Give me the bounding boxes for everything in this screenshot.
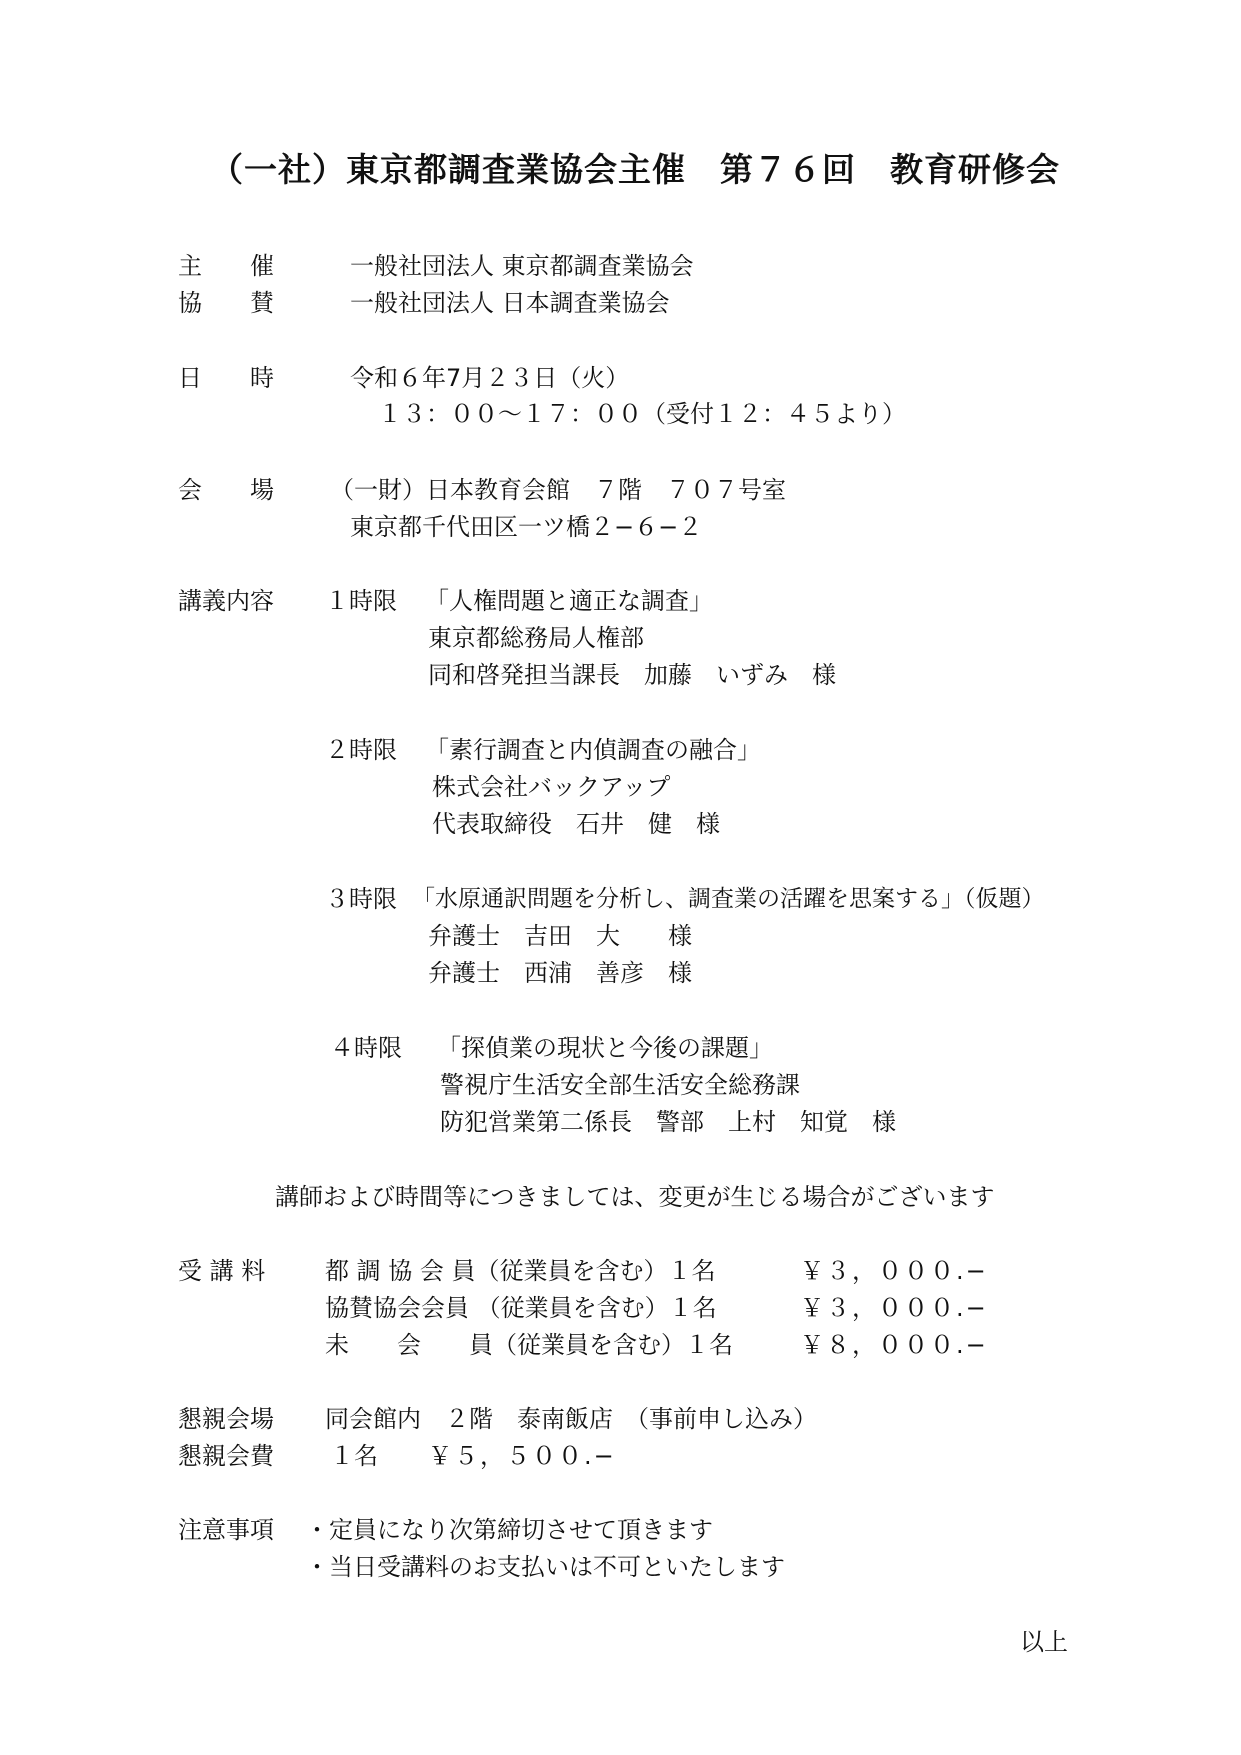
lecture-period: ２時限: [325, 736, 397, 764]
lecture-topic: 「水原通訳問題を分析し、調査業の活躍を思案する」（仮題）: [412, 886, 1045, 912]
venue-label: 会 場: [178, 476, 274, 504]
change-notice: 講師および時間等につきましては、変更が生じる場合がございます: [275, 1183, 995, 1211]
sponsor-value: 一般社団法人 日本調査業協会: [350, 289, 670, 317]
organizer-value: 一般社団法人 東京都調査業協会: [350, 252, 694, 280]
fee-price: ￥３，０００.−: [800, 1294, 988, 1322]
datetime-label: 日 時: [178, 364, 274, 392]
party-fee-label: 懇親会費: [178, 1442, 274, 1470]
lecture-period: ４時限: [330, 1034, 402, 1062]
party-venue: 同会館内 ２階 泰南飯店 （事前申し込み）: [325, 1405, 817, 1433]
lecture-period: １時限: [325, 587, 397, 615]
lecture-speaker-name: 同和啓発担当課長 加藤 いずみ 様: [428, 661, 836, 689]
lecture-speaker-name: 代表取締役 石井 健 様: [432, 810, 720, 838]
datetime-date: 令和６年7月２３日（火）: [350, 364, 630, 392]
lecture-speaker-name: 防犯営業第二係長 警部 上村 知覚 様: [440, 1108, 896, 1136]
venue-address: 東京都千代田区一ツ橋２−６−２: [350, 513, 703, 541]
lecture-speaker-org: 東京都総務局人権部: [428, 624, 644, 652]
lecture-topic: 「素行調査と内偵調査の融合」: [425, 736, 761, 764]
venue-name: （一財）日本教育会館 ７階 ７０７号室: [330, 476, 786, 504]
lecture-period: ３時限: [325, 885, 397, 913]
notes-label: 注意事項: [178, 1516, 274, 1544]
note-item: ・当日受講料のお支払いは不可といたします: [305, 1553, 785, 1581]
fee-type: 協賛協会会員 （従業員を含む）１名: [325, 1294, 717, 1322]
sponsor-label: 協 賛: [178, 289, 274, 317]
datetime-time: １３：００〜１７：００（受付１２：４５より）: [378, 400, 906, 428]
fee-type: 未 会 員（従業員を含む）１名: [325, 1331, 733, 1359]
lecture-speaker-org: 株式会社バックアップ: [432, 773, 671, 801]
fee-price: ￥８，０００.−: [800, 1331, 988, 1359]
fee-type: 都 調 協 会 員（従業員を含む）１名: [325, 1257, 716, 1285]
fee-price: ￥３，０００.−: [800, 1257, 988, 1285]
closing-mark: 以上: [1020, 1628, 1068, 1656]
lecture-topic: 「人権問題と適正な調査」: [425, 587, 713, 615]
party-venue-label: 懇親会場: [178, 1405, 274, 1433]
note-item: ・定員になり次第締切させて頂きます: [305, 1516, 713, 1544]
page-title: （一社）東京都調査業協会主催 第７６回 教育研修会: [210, 150, 1060, 189]
lecture-speaker-name: 弁護士 西浦 善彦 様: [428, 959, 692, 987]
lectures-label: 講義内容: [178, 587, 274, 615]
organizer-label: 主 催: [178, 252, 274, 280]
lecture-speaker-org: 弁護士 吉田 大 様: [428, 922, 692, 950]
party-fee-count: １名: [330, 1442, 378, 1470]
lecture-topic: 「探偵業の現状と今後の課題」: [437, 1034, 773, 1062]
party-fee-price: ￥５，５００.−: [428, 1442, 616, 1470]
fees-label: 受 講 料: [178, 1257, 266, 1285]
lecture-speaker-org: 警視庁生活安全部生活安全総務課: [440, 1071, 800, 1099]
